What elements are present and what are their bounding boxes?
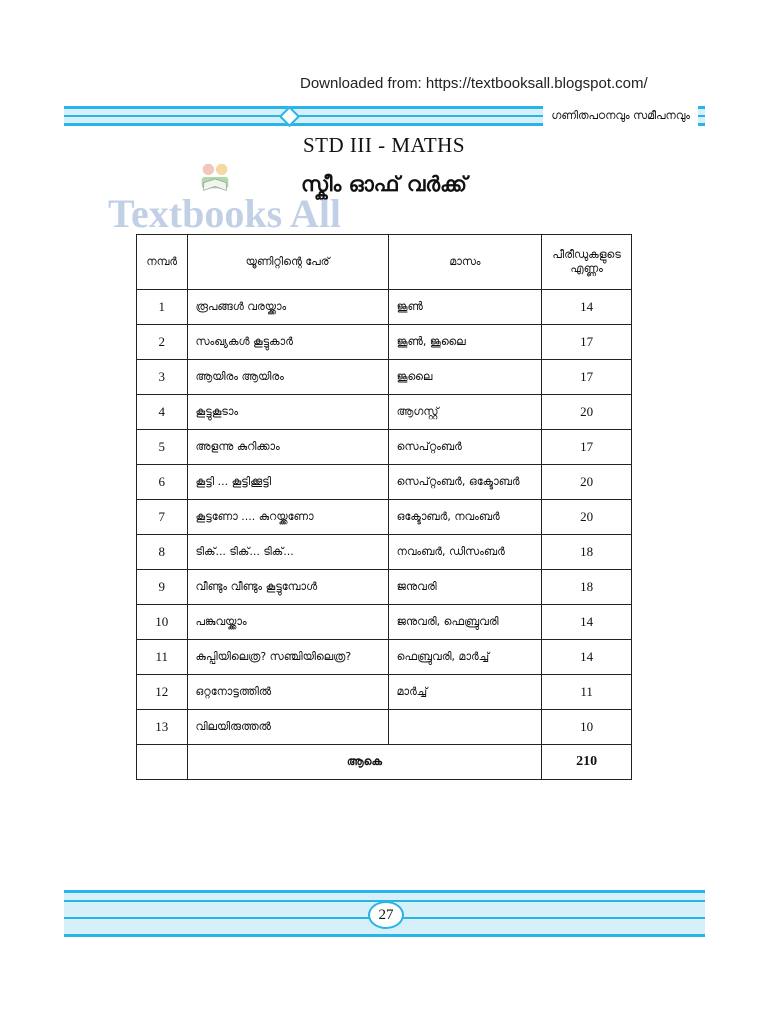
row-periods: 18 (542, 535, 632, 570)
row-number: 6 (137, 465, 188, 500)
row-unit-name: ഒറ്റനോട്ടത്തിൽ (187, 675, 388, 710)
row-periods: 14 (542, 640, 632, 675)
row-number: 11 (137, 640, 188, 675)
row-unit-name: പങ്കുവയ്ക്കാം (187, 605, 388, 640)
row-month: മാർച്ച് (388, 675, 542, 710)
table-row (137, 605, 632, 640)
row-unit-name: ആയിരം ആയിരം (187, 360, 388, 395)
row-number: 3 (137, 360, 188, 395)
row-number: 2 (137, 325, 188, 360)
table-header-row (137, 235, 632, 290)
header-unit: യൂണിറ്റിന്റെ പേര് (187, 235, 388, 290)
table-row (137, 290, 632, 325)
row-month: ജനുവരി, ഫെബ്രുവരി (388, 605, 542, 640)
row-unit-name: കൂട്ടണോ .... കുറയ്ക്കണോ (187, 500, 388, 535)
row-number: 4 (137, 395, 188, 430)
table-row (137, 675, 632, 710)
table-row (137, 325, 632, 360)
row-month: ജൂലൈ (388, 360, 542, 395)
row-month: ജൂൺ, ജൂലൈ (388, 325, 542, 360)
row-month: ജനുവരി (388, 570, 542, 605)
download-notice: Downloaded from: https://textbooksall.blogspot.com/ (300, 75, 648, 92)
table-row (137, 500, 632, 535)
row-periods: 11 (542, 675, 632, 710)
row-number: 9 (137, 570, 188, 605)
row-periods: 17 (542, 430, 632, 465)
row-unit-name: അളന്നു കുറിക്കാം (187, 430, 388, 465)
row-unit-name: കൂട്ടി ... കൂട്ടിക്കൂട്ടി (187, 465, 388, 500)
header-number: നമ്പർ (137, 235, 188, 290)
watermark: Textbooks All (108, 191, 342, 236)
row-month: ജൂൺ (388, 290, 542, 325)
table-row (137, 570, 632, 605)
std-title: STD III - MATHS (302, 133, 466, 157)
total-row (137, 745, 632, 780)
table-row (137, 640, 632, 675)
header-periods: പീരീഡുകളുടെ എണ്ണം (542, 235, 632, 290)
row-month: ഒക്ടോബർ, നവംബർ (388, 500, 542, 535)
total-value: 210 (542, 745, 632, 780)
table-row (137, 710, 632, 745)
row-unit-name: സംഖ്യകൾ കൂട്ടുകാർ (187, 325, 388, 360)
row-number: 5 (137, 430, 188, 465)
table-row (137, 395, 632, 430)
row-periods: 14 (542, 605, 632, 640)
row-number: 13 (137, 710, 188, 745)
header-title: ഗണിതപഠനവും സമീപനവും (543, 106, 698, 126)
row-month: സെപ്റ്റംബർ, ഒക്ടോബർ (388, 465, 542, 500)
table-row (137, 430, 632, 465)
row-number: 7 (137, 500, 188, 535)
total-label: ആകെ (187, 745, 542, 780)
row-month: സെപ്റ്റംബർ (388, 430, 542, 465)
row-unit-name: വീണ്ടും വീണ്ടും കൂട്ടുമ്പോൾ (187, 570, 388, 605)
table-row (137, 360, 632, 395)
page-number: 27 (368, 901, 404, 929)
row-periods: 10 (542, 710, 632, 745)
row-periods: 20 (542, 395, 632, 430)
row-periods: 17 (542, 360, 632, 395)
row-unit-name: ടിക്... ടിക്... ടിക്... (187, 535, 388, 570)
row-unit-name: വിലയിരുത്തൽ (187, 710, 388, 745)
header-month: മാസം (388, 235, 542, 290)
row-unit-name: രൂപങ്ങൾ വരയ്ക്കാം (187, 290, 388, 325)
table-row (137, 535, 632, 570)
row-periods: 20 (542, 465, 632, 500)
scheme-title: സ്കീം ഓഫ് വർക്ക് (301, 172, 467, 196)
row-periods: 20 (542, 500, 632, 535)
row-periods: 18 (542, 570, 632, 605)
table-row (137, 465, 632, 500)
row-number: 8 (137, 535, 188, 570)
row-number: 12 (137, 675, 188, 710)
row-month: ഫെബ്രുവരി, മാർച്ച് (388, 640, 542, 675)
row-periods: 14 (542, 290, 632, 325)
row-periods: 17 (542, 325, 632, 360)
row-month: നവംബർ, ഡിസംബർ (388, 535, 542, 570)
scheme-table (136, 234, 632, 780)
row-month (388, 710, 542, 745)
row-month: ആഗസ്റ്റ് (388, 395, 542, 430)
row-number: 10 (137, 605, 188, 640)
row-unit-name: കുപ്പിയിലെത്ര? സഞ്ചിയിലെത്ര? (187, 640, 388, 675)
row-unit-name: കൂട്ടുകൂടാം (187, 395, 388, 430)
row-number: 1 (137, 290, 188, 325)
